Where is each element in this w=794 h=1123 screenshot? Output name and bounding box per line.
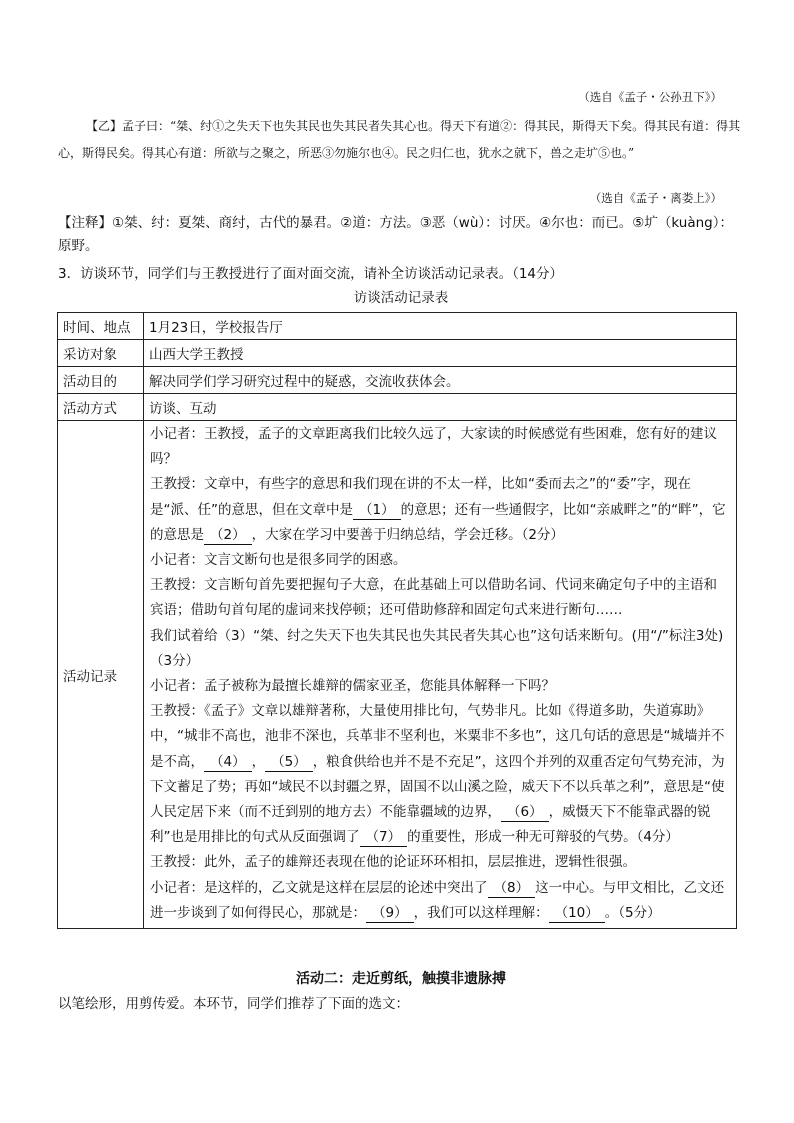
row-key: 采访对象 [58,340,144,367]
dialog-line: 王教授：文言断句首先要把握句子大意，在此基础上可以借助名词、代词来确定句子中的主语和宾语；借助句首句尾的虚词来找停顿；还可借助修辞和固定句式来进行断句…… [150,577,717,619]
dialog-line: 我们试着给（3）“桀、纣之失天下也失其民也失其民者失其心也”这句话来断句。(用“/”标注3处)（3分） [150,627,724,669]
dialog-line: 王教授：《孟子》文章以雄辩著称，大量使用排比句，气势非凡。比如《得道多助，失道寡助》中，“城非不高也，池非不深也，兵革非不坚利也，米粟非不多也”，这几句话的意思是“城墙并不是不高， （4） ， （5） ，粮食供给也并不是不充足”，这四个并列的双重否定句气势充沛，为下文蓄足了势；再如“域民不以封疆之界，固国不以山溪之险，威天下不以兵革之利”，意思是“使人民定居下来（而不迁到别的地方去）不能靠疆域的边界， （6） ，威慑天下不能靠武器的锐利”也是用排比的句式从反面强调了 （7） 的重要性，形成一种无可辩驳的气势。（4分） [150,703,725,846]
answer-blank-2[interactable]: （2） [204,526,252,545]
dialog-line: 小记者：文言文断句也是很多同学的困惑。 [150,552,407,569]
passage-yi: 【乙】孟子曰：“桀、纣①之失天下也失其民也失其民者失其心也。得天下有道②：得其民，斯得天下矣。得其民有道：得其心，斯得民矣。得其心有道：所欲与之聚之，所恶③勿施尔也④。民之归仁也，犹水之就下，兽之走圹⑤也。” [58,119,741,160]
table-row [58,340,737,367]
answer-blank-8[interactable]: （8） [488,879,536,898]
answer-blank-6[interactable]: （6） [501,803,549,822]
row-key: 时间、地点 [58,313,144,340]
dialog-line: 王教授：文章中，有些字的意思和我们现在讲的不太一样，比如“委而去之”的“委”字，现在是“派、任”的意思，但在文章中是 （1） 的意思；还有一些通假字，比如“亲戚畔之”的“畔”，它的意思是 （2） ，大家在学习中要善于归纳总结，学会迁移。（2分） [150,476,726,543]
source-note-2: （选自《孟子・离娄上》） [589,191,722,205]
row-value: 1月23日，学校报告厅 [144,313,737,340]
row-value: 山西大学王教授 [144,340,737,367]
answer-blank-1[interactable]: （1） [353,501,401,520]
answer-blank-4[interactable]: （4） [204,753,252,772]
interview-record-table [57,312,737,929]
answer-blank-10[interactable]: （10） [549,904,605,923]
table-row [58,394,737,421]
answer-blank-7[interactable]: （7） [360,828,408,847]
activity-2-intro: 以笔绘形，用剪传爱。本环节，同学们推荐了下面的选文： [58,996,409,1012]
question-3: 3．访谈环节，同学们与王教授进行了面对面交流，请补全访谈活动记录表。（14分） [58,266,564,282]
table-row [58,367,737,394]
annotations: 【注释】①桀、纣：夏桀、商纣，古代的暴君。②道：方法。③恶（wù）：讨厌。④尔也：而已。⑤圹（kuàng）：原野。 [58,215,733,254]
row-key: 活动目的 [58,367,144,394]
row-value: 访谈、互动 [144,394,737,421]
answer-blank-9[interactable]: （9） [366,904,414,923]
dialog-line: 小记者：孟子被称为最擅长雄辩的儒家亚圣，您能具体解释一下吗？ [150,678,555,695]
table-title: 访谈活动记录表 [353,290,449,306]
activity-2-title: 活动二：走近剪纸，触摸非遗脉搏 [296,971,506,987]
record-content [144,421,737,929]
dialog-line: 王教授：此外，孟子的雄辩还表现在他的论证环环相扣，层层推进，逻辑性很强。 [150,854,636,871]
dialog-line: 小记者：王教授，孟子的文章距离我们比较久远了，大家读的时候感觉有些困难，您有好的建议吗？ [150,426,717,468]
dialog-line: 小记者：是这样的，乙文就是这样在层层的论述中突出了 （8） 这一中心。与甲文相比，乙文还进一步谈到了如何得民心，那就是： （9） ，我们可以这样理解： （10） 。（5分） [150,879,725,921]
record-key: 活动记录 [58,421,144,929]
source-note-1: （选自《孟子・公孙丑下》） [578,90,722,104]
row-key: 活动方式 [58,394,144,421]
row-value: 解决同学们学习研究过程中的疑惑，交流收获体会。 [144,367,737,394]
table-row-record [58,421,737,929]
table-row [58,313,737,340]
answer-blank-5[interactable]: （5） [265,753,313,772]
